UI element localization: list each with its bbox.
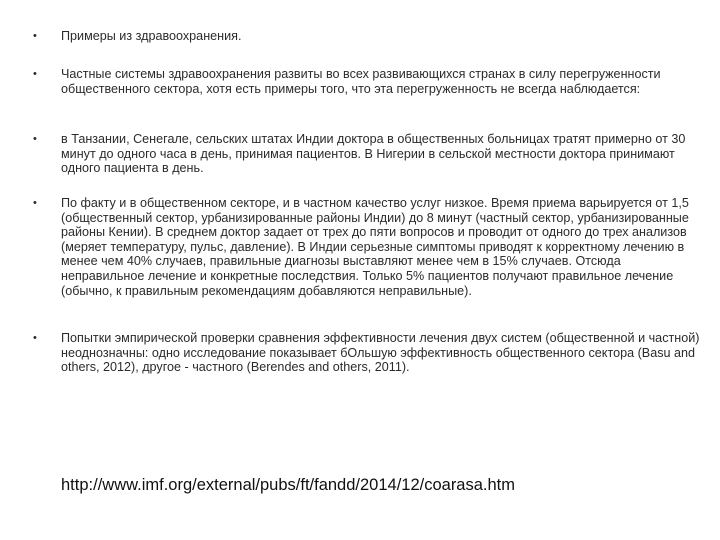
bullet-marker: • (33, 30, 37, 42)
bullet-text-quality: По факту и в общественном секторе, и в частном качество услуг низкое. Время приема варьируется от 1,5 (общественный сектор, урбанизированные районы Индии) до 8 минут (частный сектор, урбанизированные районы Кении). В среднем доктор задает от трех до пяти вопросов и проводит от одного до трех анализов (меряет температуру, пульс, давление). В Индии серьезные симптомы приводят к корректному лечению в менее чем 40% случаев, правильные диагнозы выставляют менее чем в 15% случаев. Отсюда неправильное лечение и конкретные последствия. Только 5% пациентов получают правильное лечение (обычно, к правильным рекомендациям добавляются неправильные). (61, 196, 689, 298)
bullet-text-tanzania: в Танзании, Сенегале, сельских штатах Индии доктора в общественных больницах тратят примерно от 30 минут до одного часа в день, принимая пациентов. В Нигерии в сельской местности доктора принимают одного пациента в день. (61, 132, 686, 176)
bullet-text-empirical: Попытки эмпирической проверки сравнения эффективности лечения двух систем (общественной и частной) неоднозначны: одно исследование показывает бОльшую эффективность общественного сектора (Basu and others, 2012), другое - частного (Berendes and others, 2011). (61, 331, 700, 375)
bullet-marker: • (33, 197, 37, 209)
bullet-marker: • (33, 332, 37, 344)
bullet-marker: • (33, 133, 37, 145)
source-link[interactable]: http://www.imf.org/external/pubs/ft/fandd/2014/12/coarasa.htm (61, 476, 515, 494)
bullet-text-private-systems: Частные системы здравоохранения развиты во всех развивающихся странах в силу перегруженности общественного сектора, хотя есть примеры того, что эта перегруженность не всегда наблюдается: (61, 67, 661, 96)
bullet-marker: • (33, 68, 37, 80)
bullet-text-intro: Примеры из здравоохранения. (61, 29, 242, 43)
